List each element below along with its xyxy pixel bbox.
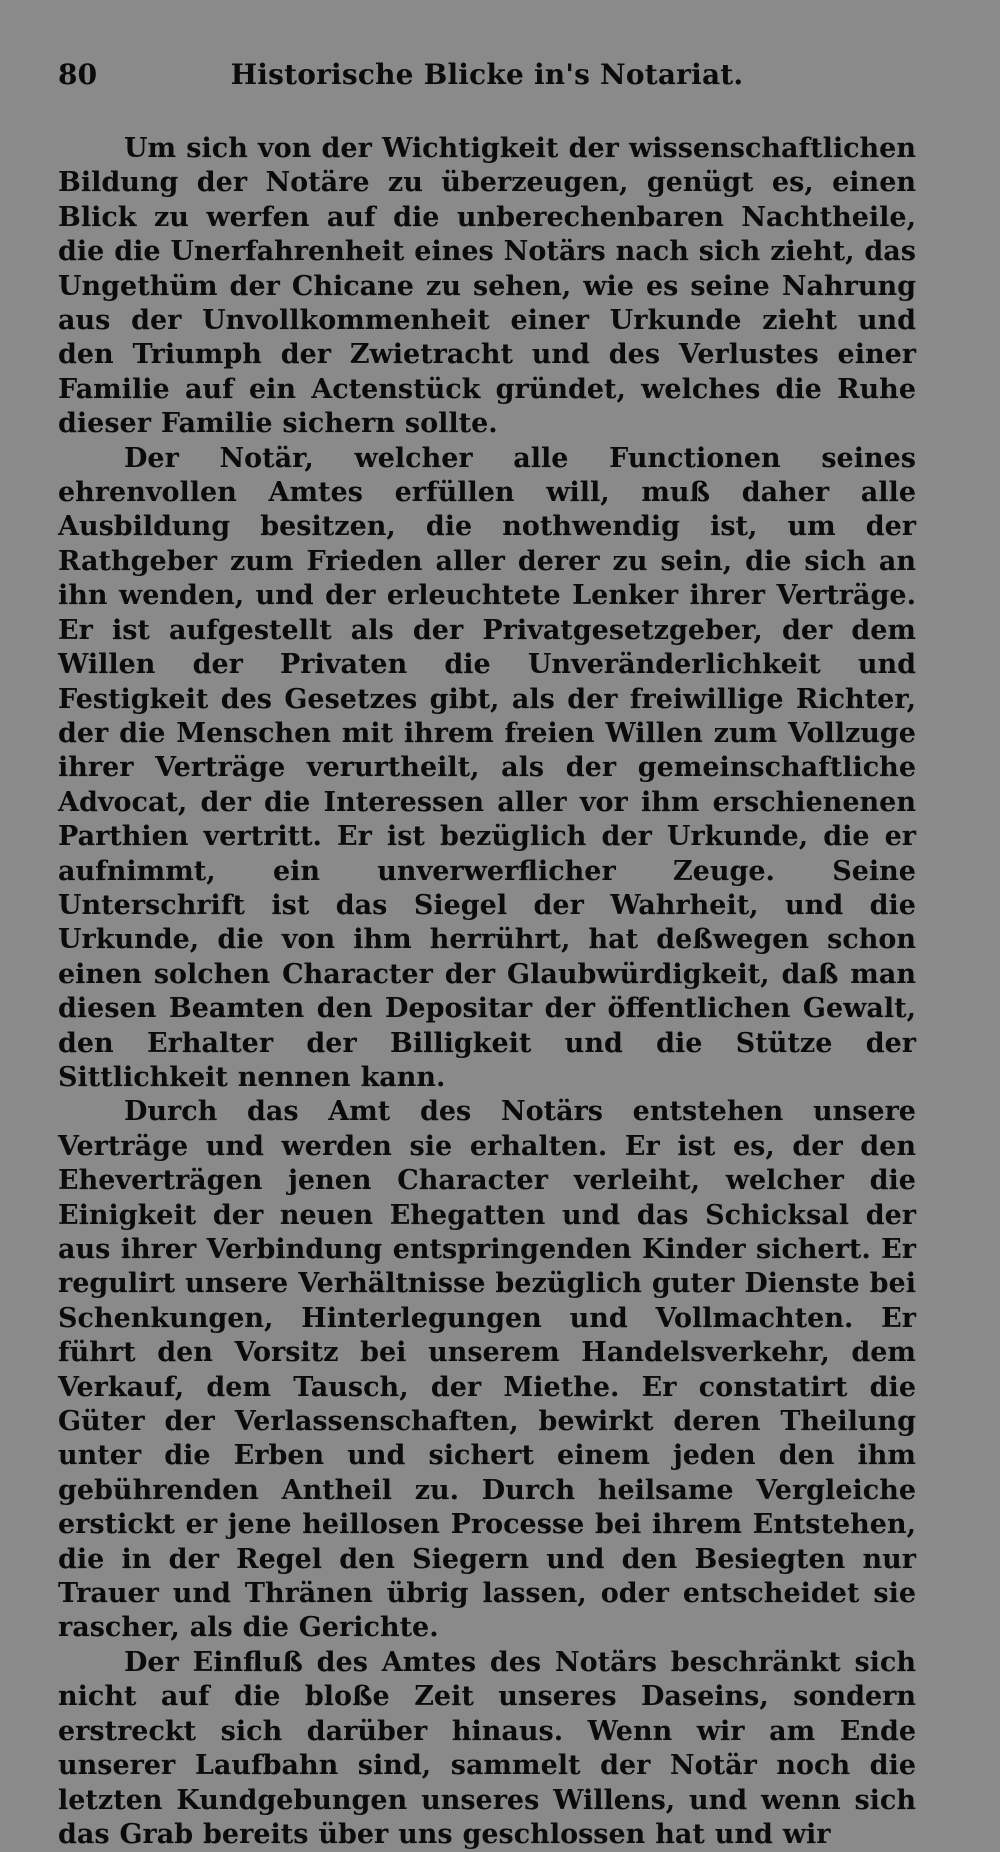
paragraph: Durch das Amt des Notärs entstehen unsere Verträge und werden sie erhalten. Er ist es, der den Eheverträgen jenen Character verleiht, welcher die Einigkeit der neuen Ehegatten und das Schicksal der aus ihrer Verbindung entspringenden Kinder sichert. Er regulirt unsere Verhältnisse bezüglich guter Dienste bei Schenkungen, Hinterlegungen und Vollmachten. Er führt den Vorsitz bei unserem Handelsverkehr, dem Verkauf, dem Tausch, der Miethe. Er constatirt die Güter der Verlassenschaften, bewirkt deren Theilung unter die Erben und sichert einem jeden den ihm gebührenden Antheil zu. Durch heilsame Vergleiche erstickt er jene heillosen Processe bei ihrem Entstehen, die in der Regel den Siegern und den Besiegten nur Trauer und Thränen übrig lassen, oder entscheidet sie rascher, als die Gerichte.	[58, 1096, 916, 1644]
body-text	[58, 132, 916, 1852]
paragraph: Um sich von der Wichtigkeit der wissenschaftlichen Bildung der Notäre zu überzeugen, genügt es, einen Blick zu werfen auf die unberechenbaren Nachtheile, die die Unerfahrenheit eines Notärs nach sich zieht, das Ungethüm der Chicane zu sehen, wie es seine Nahrung aus der Unvollkommenheit einer Urkunde zieht und den Triumph der Zwietracht und des Verlustes einer Familie auf ein Actenstück gründet, welches die Ruhe dieser Familie sichern sollte.	[58, 133, 916, 440]
paragraph: Der Einfluß des Amtes des Notärs beschränkt sich nicht auf die bloße Zeit unseres Daseins, sondern erstreckt sich darüber hinaus. Wenn wir am Ende unserer Laufbahn sind, sammelt der Notär noch die letzten Kundgebungen unseres Willens, und wenn sich das Grab bereits über uns geschlossen hat und wir	[58, 1646, 916, 1850]
page-number: 80	[58, 58, 98, 91]
page-header	[58, 58, 916, 98]
paragraph: Der Notär, welcher alle Functionen seines ehrenvollen Amtes erfüllen will, muß daher alle Ausbildung besitzen, die nothwendig ist, um der Rathgeber zum Frieden aller derer zu sein, die sich an ihn wenden, und der erleuchtete Lenker ihrer Verträge. Er ist aufgestellt als der Privatgesetzgeber, der dem Willen der Privaten die Unveränderlichkeit und Festigkeit des Gesetzes gibt, als der freiwillige Richter, der die Menschen mit ihrem freien Willen zum Vollzuge ihrer Verträge verurtheilt, als der gemeinschaftliche Advocat, der die Interessen aller vor ihm erschienenen Parthien vertritt. Er ist bezüglich der Urkunde, die er aufnimmt, ein unverwerflicher Zeuge. Seine Unterschrift ist das Siegel der Wahrheit, und die Urkunde, die von ihm herrührt, hat deßwegen schon einen solchen Character der Glaubwürdigkeit, daß man diesen Beamten den Depositar der öffentlichen Gewalt, den Erhalter der Billigkeit und die Stütze der Sittlichkeit nennen kann.	[58, 442, 916, 1093]
running-head: Historische Blicke in's Notariat.	[230, 58, 744, 91]
